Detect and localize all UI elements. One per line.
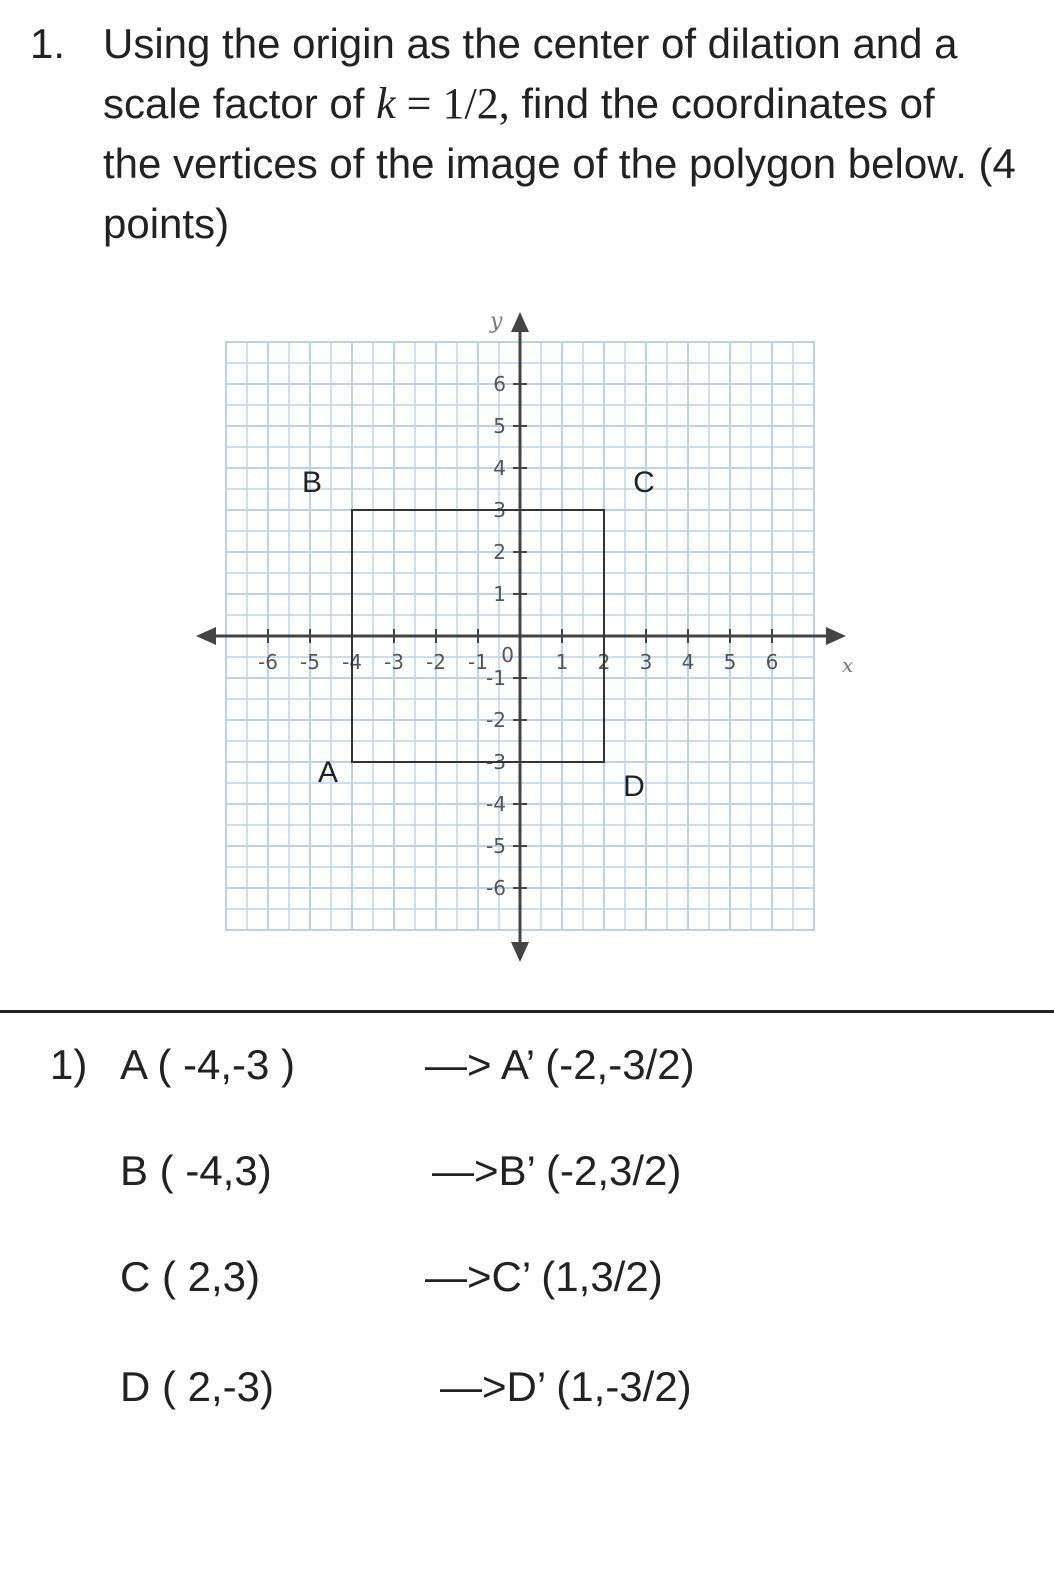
x-tick-label: -3 (384, 650, 404, 674)
x-tick-label: -2 (426, 650, 446, 674)
image-vertex-coordinates: —>B’ (-2,3/2) (432, 1147, 682, 1194)
y-tick-label: 6 (493, 372, 506, 396)
x-tick-label: -4 (342, 650, 362, 674)
scale-factor-expression (376, 79, 510, 128)
image-vertex-coordinates: —>C’ (1,3/2) (425, 1253, 663, 1300)
vertex-label-d: D (623, 770, 645, 803)
scale-factor-variable: k (376, 79, 396, 128)
y-tick-label: -5 (486, 834, 506, 858)
x-tick-label: -5 (300, 650, 320, 674)
x-tick-label: 4 (681, 650, 695, 674)
y-tick-label: -3 (486, 750, 506, 774)
y-tick-label: -1 (486, 666, 506, 690)
x-axis-left-arrow (196, 627, 216, 645)
y-axis-top-arrow (511, 312, 529, 332)
coordinate-plane (190, 300, 870, 980)
answer-number: 1) (50, 1041, 88, 1088)
y-tick-label: 4 (493, 456, 506, 480)
original-vertex-coordinates: B ( -4,3) (120, 1147, 272, 1194)
question-line-3: the vertices of the image of the polygon below. (4 (103, 140, 1016, 187)
origin-label: 0 (501, 643, 514, 667)
y-tick-label: -2 (486, 708, 506, 732)
original-vertex-coordinates: D ( 2,-3) (120, 1363, 275, 1410)
vertex-label-c: C (633, 466, 655, 499)
x-tick-label: -1 (468, 650, 488, 674)
y-tick-label: 5 (493, 414, 506, 438)
x-axis-label: x (842, 653, 854, 677)
question-line-1: Using the origin as the center of dilation and a (103, 20, 958, 67)
image-vertex-coordinates: —>D’ (1,-3/2) (440, 1363, 692, 1410)
original-vertex-coordinates: A ( -4,-3 ) (120, 1041, 296, 1088)
x-tick-label: 2 (597, 650, 611, 674)
image-vertex-coordinates: —> A’ (-2,-3/2) (425, 1041, 695, 1088)
y-tick-label: 1 (493, 582, 506, 606)
question-line-2-pre: scale factor of (103, 80, 377, 127)
y-tick-label: 2 (493, 540, 506, 564)
scale-factor-value: = 1/2, (395, 79, 510, 128)
y-tick-label: 3 (493, 498, 506, 522)
question-number: 1. (30, 20, 66, 67)
vertex-label-b: B (301, 466, 323, 499)
y-axis-label: y (490, 309, 503, 334)
x-tick-label: 5 (723, 650, 737, 674)
x-axis-right-arrow (826, 627, 846, 645)
question-line-2 (103, 74, 1054, 134)
original-vertex-coordinates: C ( 2,3) (120, 1253, 261, 1300)
y-tick-label: -6 (486, 876, 506, 900)
vertex-label-a: A (317, 756, 339, 789)
section-divider (0, 1010, 1054, 1013)
x-tick-label: 6 (765, 650, 779, 674)
y-tick-label: -4 (486, 792, 506, 816)
y-axis-bottom-arrow (511, 942, 529, 962)
question-line-2-post: find the coordinates of (509, 80, 935, 127)
x-tick-label: 3 (639, 650, 653, 674)
x-tick-label: 1 (555, 650, 569, 674)
x-tick-label: -6 (258, 650, 278, 674)
question-line-4: points) (103, 200, 230, 247)
question-text (103, 14, 1054, 254)
